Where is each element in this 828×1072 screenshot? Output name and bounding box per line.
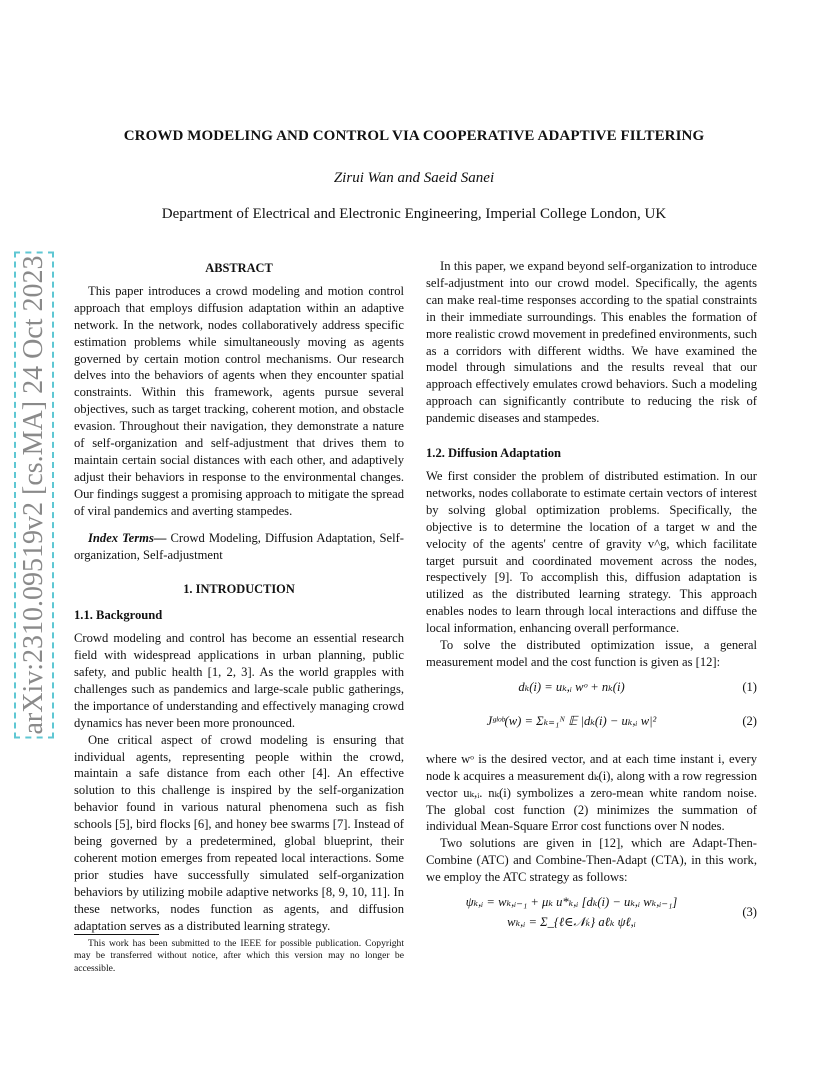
equation-3-line-2: wₖ,ᵢ = Σ_{ℓ∈𝒩ₖ} aℓₖ ψℓ,ᵢ xyxy=(507,915,636,930)
footnote-text: This work has been submitted to the IEEE for possible publication. Copyright may be transferred without notice, after which this version may no longer be accessible. xyxy=(74,938,404,974)
background-paragraph-1: Crowd modeling and control has become an essential research field with widespread applications in urban planning, public safety, and public health [1, 2, 3]. As the world grapples with challenges such as pandemics and large-scale public gatherings, the importance of understanding and effectively managing crowd dynamics has never been more pronounced. xyxy=(74,631,404,730)
diffusion-paragraph-3: where wᵒ is the desired vector, and at each time instant i, every node k acquires a measurement dₖ(i), along with a row regression vector uₖ,ᵢ. nₖ(i) symbolizes a zero-mean white random noise. The global cost function (2) minimizes the summation of individual Mean-Square Error cost functions over N nodes. xyxy=(426,751,757,834)
equation-3 xyxy=(426,894,757,934)
footnote-rule xyxy=(74,934,159,935)
right-column xyxy=(426,258,757,942)
diffusion-paragraph-2: To solve the distributed optimization issue, a general measurement model and the cost function is given as [12]: xyxy=(426,638,757,669)
equation-1 xyxy=(426,679,757,705)
equation-1-number: (1) xyxy=(742,679,757,694)
paper-affiliation: Department of Electrical and Electronic Engineering, Imperial College London, UK xyxy=(161,206,667,222)
footnote xyxy=(74,938,404,975)
equation-1-body: dₖ(i) = uₖ,ᵢ wᵒ + nₖ(i) xyxy=(518,679,625,694)
intro-paragraph-3: In this paper, we expand beyond self-organization to introduce self-adjustment into our crowd model. Specifically, the agents can make real-time responses according to the spatial constraints in their immediate surroundings. This enables the formation of more realistic crowd movement in predefined environments, such as a corridors with different widths. We have examined the model through simulations and the results reveal that our approach effectively emulates crowd behaviors. Such a modeling approach can significantly contribute to reducing the risk of pandemic diseases and stampedes. xyxy=(426,259,757,426)
section-diffusion-adaptation: 1.2. Diffusion Adaptation xyxy=(426,446,562,461)
paper-title: CROWD MODELING AND CONTROL VIA COOPERATIVE ADAPTIVE FILTERING xyxy=(123,128,705,144)
index-terms-label: Index Terms— xyxy=(88,530,167,545)
equation-3-line-1: ψₖ,ᵢ = wₖ,ᵢ₋₁ + μₖ u*ₖ,ᵢ [dₖ(i) − uₖ,ᵢ wₖ,ᵢ₋₁] xyxy=(465,895,678,910)
section-background: 1.1. Background xyxy=(74,608,163,623)
equation-2-body: Jᵍˡᵒᵇ(w) = Σₖ₌₁ᴺ 𝔼 |dₖ(i) − uₖ,ᵢ w|² xyxy=(486,713,657,728)
section-introduction: 1. INTRODUCTION xyxy=(183,582,295,597)
equation-2 xyxy=(426,713,757,743)
arxiv-id-text: arXiv:2310.09519v2 [cs.MA] 24 Oct 2023 xyxy=(18,255,49,735)
abstract-heading: ABSTRACT xyxy=(205,261,273,275)
abstract-text: This paper introduces a crowd modeling and motion control approach that employs diffusion adaptation within an adaptive network. In the network, nodes collaboratively address specific estimation problems while simultaneously moving as agents governed by certain motion control mechanisms. Our research delves into the behaviors of agents when they encounter spatial constraints. Within this framework, agents pursue several objectives, such as target tracking, coherent motion, and obstacle evasion. Throughout their navigation, they demonstrate a nature of self-organization and self-adjustment that drives them to maintain certain social distances with each other, and adaptively adjust their behaviors in response to the environmental changes. Our findings suggest a promising approach to mitigate the spread of viral pandemics and averting stampedes. xyxy=(74,283,404,518)
index-terms-text: Crowd Modeling, Diffusion Adaptation, Self-organization, Self-adjustment xyxy=(74,530,404,562)
diffusion-paragraph-1: We first consider the problem of distributed estimation. In our networks, nodes collaborate to estimate certain vectors of interest by solving global optimization problems. Specifically, the objective is to determine the location of a target w and the velocity of the agents' centre of gravity v^g, which facilitate target pursuit and coordinated movement across the nodes, respectively [9]. To accomplish this, diffusion adaptation is utilized as the distributed learning strategy. This approach enables nodes to learn through local interactions and diffuse the local information, enhancing overall performance. xyxy=(426,468,757,636)
equation-3-number: (3) xyxy=(742,905,757,920)
diffusion-paragraph-4: Two solutions are given in [12], which are Adapt-Then-Combine (ATC) and Combine-Then-Adapt (CTA), in this work, we employ the ATC strategy as follows: xyxy=(426,836,757,885)
index-terms xyxy=(74,530,404,564)
background-paragraph-2: One critical aspect of crowd modeling is ensuring that individual agents, representing people within the crowd, maintain a safe distance from each other [4]. An effective solution to this challenge is inspired by the self-organization behavior found in various natural phenomena such as fish schools [5], bird flocks [6], and honey bee swarms [7]. Instead of being governed by a predetermined, global blueprint, their coherent motion emerges from repeated local interactions. Some prior studies have successfully simulated self-organization behaviors by utilizing mobile adaptive networks [8, 9, 10, 11]. In these networks, nodes function as agents, and diffusion adaptation serves as a distributed learning strategy. xyxy=(74,732,404,933)
left-column xyxy=(74,258,404,935)
arxiv-identifier xyxy=(14,250,54,740)
paper-authors: Zirui Wan and Saeid Sanei xyxy=(333,170,495,186)
equation-2-number: (2) xyxy=(742,713,757,728)
